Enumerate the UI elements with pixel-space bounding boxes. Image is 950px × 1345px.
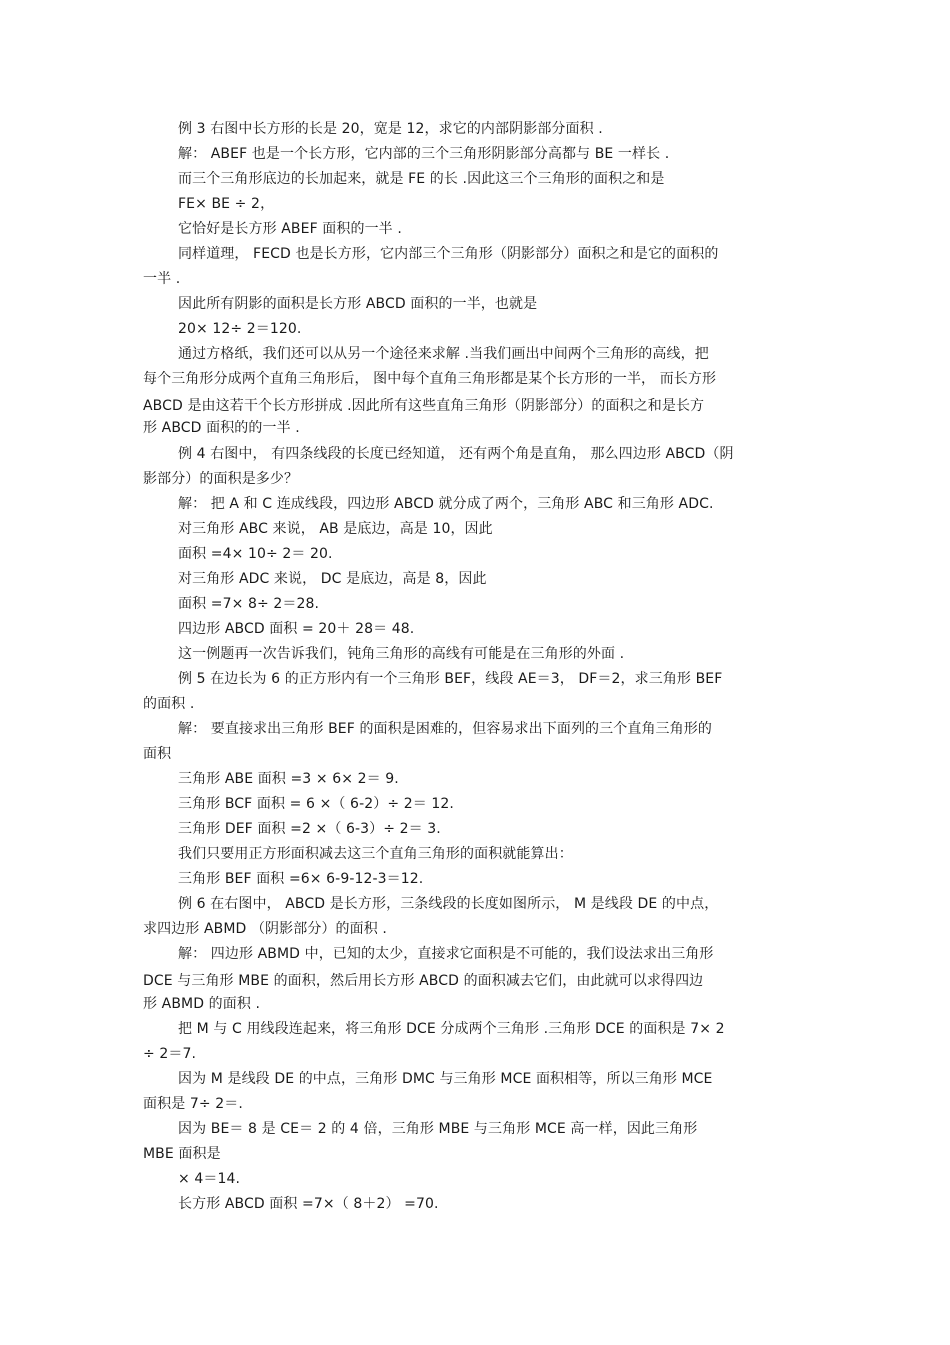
example6-problem: 例 6 在右图中， ABCD 是长方形，三条线段的长度如图所示， M 是线段 DE 的中点， xyxy=(178,896,719,912)
example3-alt-method: ABCD 是由这若干个长方形拼成 .因此所有这些直角三角形（阴影部分）的面积之和是长方 xyxy=(143,398,705,414)
example6-solution-line: DCE 与三角形 MBE 的面积，然后用长方形 ABCD 的面积减去它们，由此就可以求得四边 xyxy=(143,973,704,989)
example3-formula: 20× 12÷ 2＝120. xyxy=(178,321,302,337)
example5-problem: 的面积 . xyxy=(143,696,195,712)
example5-formula: 三角形 BEF 面积 =6× 6-9-12-3＝12. xyxy=(178,871,424,887)
example6-formula: 面积是 7÷ 2＝. xyxy=(143,1096,243,1112)
example4-formula: 面积 =7× 8÷ 2＝28. xyxy=(178,596,320,612)
example3-solution-line: 同样道理， FECD 也是长方形，它内部三个三角形（阴影部分）面积之和是它的面积的 xyxy=(178,246,719,262)
example4-conclusion: 这一例题再一次告诉我们，钝角三角形的高线有可能是在三角形的外面 . xyxy=(178,646,625,662)
example6-problem: 求四边形 ABMD （阴影部分）的面积 . xyxy=(143,921,387,937)
example6-solution-line: 因为 M 是线段 DE 的中点，三角形 DMC 与三角形 MCE 面积相等，所以三角形 MCE xyxy=(178,1071,713,1087)
example4-solution-line: 对三角形 ADC 来说， DC 是底边，高是 8，因此 xyxy=(178,571,487,587)
example5-formula: 三角形 DEF 面积 =2 ×（ 6-3）÷ 2＝ 3. xyxy=(178,821,441,837)
example3-solution-line: 因此所有阴影的面积是长方形 ABCD 面积的一半，也就是 xyxy=(178,296,538,312)
example4-formula: 四边形 ABCD 面积 = 20＋ 28＝ 48. xyxy=(178,621,415,637)
example4-solution-line: 对三角形 ABC 来说， AB 是底边，高是 10，因此 xyxy=(178,521,493,537)
example5-solution-line: 解： 要直接求出三角形 BEF 的面积是困难的，但容易求出下面列的三个直角三角形的 xyxy=(178,721,712,737)
example5-formula: 三角形 BCF 面积 = 6 ×（ 6-2）÷ 2＝ 12. xyxy=(178,796,454,812)
example3-solution-line: 而三个三角形底边的长加起来，就是 FE 的长 .因此这三个三角形的面积之和是 xyxy=(178,171,665,187)
example6-solution-line: MBE 面积是 xyxy=(143,1146,221,1162)
example5-formula: 三角形 ABE 面积 =3 × 6× 2＝ 9. xyxy=(178,771,399,787)
example4-solution-line: 解： 把 A 和 C 连成线段，四边形 ABCD 就分成了两个，三角形 ABC 和三角形 ADC. xyxy=(178,496,714,512)
example3-alt-method: 每个三角形分成两个直角三角形后， 图中每个直角三角形都是某个长方形的一半， 而长方形 xyxy=(143,371,717,387)
example4-problem: 影部分）的面积是多少？ xyxy=(143,471,299,487)
example6-solution-line: 把 M 与 C 用线段连起来，将三角形 DCE 分成两个三角形 .三角形 DCE 的面积是 7× 2 xyxy=(178,1021,725,1037)
example5-solution-line: 我们只要用正方形面积减去这三个直角三角形的面积就能算出： xyxy=(178,846,573,862)
example6-formula: 长方形 ABCD 面积 =7×（ 8＋2） =70. xyxy=(178,1196,439,1212)
example3-solution-line: 它恰好是长方形 ABEF 面积的一半 . xyxy=(178,221,402,237)
example6-solution-line: 因为 BE＝ 8 是 CE＝ 2 的 4 倍，三角形 MBE 与三角形 MCE 高一样，因此三角形 xyxy=(178,1121,698,1137)
example3-solution-line: 一半 . xyxy=(143,271,181,287)
example6-formula: × 4＝14. xyxy=(178,1171,241,1187)
example6-formula: ÷ 2＝7. xyxy=(143,1046,197,1062)
example3-alt-method: 通过方格纸，我们还可以从另一个途径来求解 .当我们画出中间两个三角形的高线，把 xyxy=(178,346,709,362)
example3-alt-method: 形 ABCD 面积的的一半 . xyxy=(143,420,300,436)
example3-solution-line: 解： ABEF 也是一个长方形，它内部的三个三角形阴影部分高都与 BE 一样长 . xyxy=(178,146,670,162)
example5-problem: 例 5 在边长为 6 的正方形内有一个三角形 BEF，线段 AE＝3， DF＝2，求三角形 BEF xyxy=(178,671,723,687)
example6-solution-line: 形 ABMD 的面积 . xyxy=(143,996,261,1012)
example4-formula: 面积 =4× 10÷ 2＝ 20. xyxy=(178,546,333,562)
example5-solution-line: 面积 xyxy=(143,746,172,762)
example4-problem: 例 4 右图中， 有四条线段的长度已经知道， 还有两个角是直角， 那么四边形 ABCD（阴 xyxy=(178,446,734,462)
example3-formula: FE× BE ÷ 2， xyxy=(178,196,275,212)
example3-problem: 例 3 右图中长方形的长是 20，宽是 12，求它的内部阴影部分面积 . xyxy=(178,121,603,137)
example6-solution-line: 解： 四边形 ABMD 中，已知的太少，直接求它面积是不可能的，我们设法求出三角形 xyxy=(178,946,714,962)
